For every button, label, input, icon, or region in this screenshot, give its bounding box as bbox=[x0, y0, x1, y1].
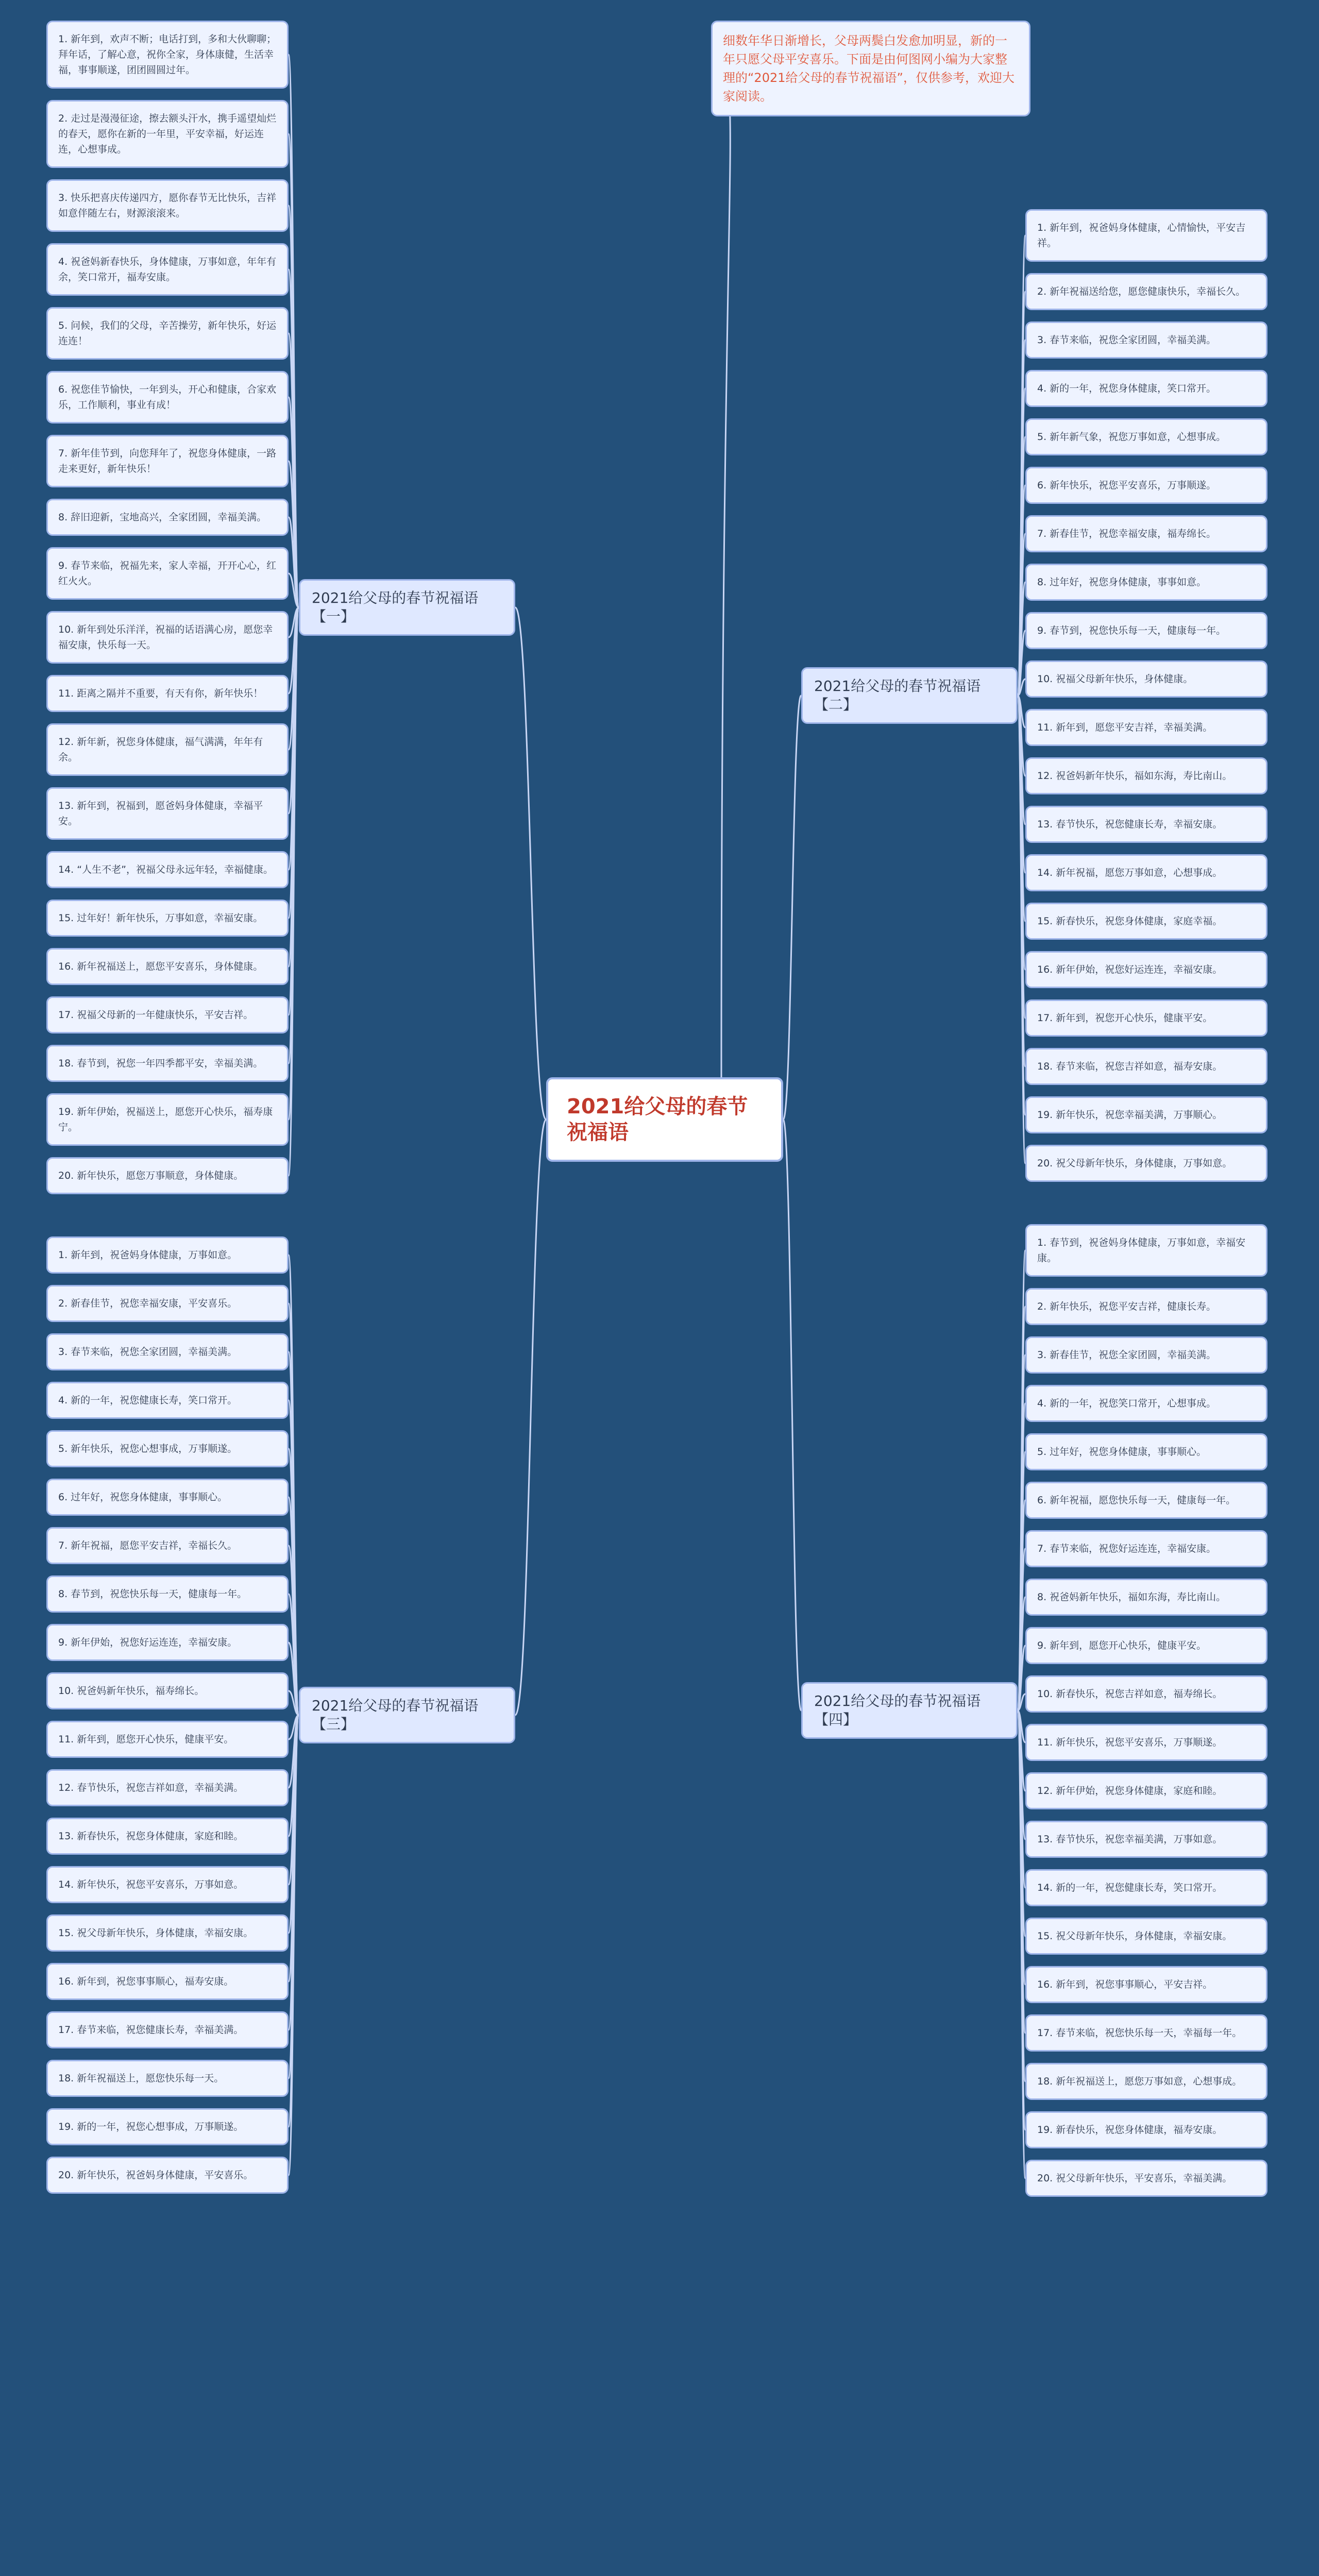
connector-line bbox=[711, 69, 730, 1077]
connector-line bbox=[515, 607, 546, 1120]
leaf-node: 11. 距离之隔并不重要，有天有你，新年快乐！ bbox=[46, 675, 289, 712]
leaf-node: 12. 春节快乐，祝您吉祥如意，幸福美满。 bbox=[46, 1769, 289, 1806]
leaf-node: 5. 问候，我们的父母，辛苦操劳，新年快乐，好运连连！ bbox=[46, 307, 289, 360]
leaf-node: 15. 过年好！新年快乐，万事如意，幸福安康。 bbox=[46, 900, 289, 937]
leaf-node: 17. 祝福父母新的一年健康快乐，平安吉祥。 bbox=[46, 996, 289, 1033]
leaf-node: 10. 祝爸妈新年快乐，福寿绵长。 bbox=[46, 1672, 289, 1709]
leaf-node: 8. 过年好，祝您身体健康，事事如意。 bbox=[1025, 564, 1267, 601]
leaf-node: 18. 春节来临，祝您吉祥如意，福寿安康。 bbox=[1025, 1048, 1267, 1085]
leaf-node: 14. “人生不老”，祝福父母永远年轻，幸福健康。 bbox=[46, 851, 289, 888]
leaf-node: 18. 春节到，祝您一年四季都平安，幸福美满。 bbox=[46, 1045, 289, 1082]
leaf-node: 19. 新的一年，祝您心想事成，万事顺遂。 bbox=[46, 2108, 289, 2145]
leaf-node: 18. 新年祝福送上，愿您万事如意，心想事成。 bbox=[1025, 2063, 1267, 2100]
leaf-node: 5. 过年好，祝您身体健康，事事顺心。 bbox=[1025, 1433, 1267, 1470]
connector-line bbox=[783, 696, 801, 1120]
leaf-node: 16. 新年到，祝您事事顺心，平安吉祥。 bbox=[1025, 1966, 1267, 2003]
leaf-node: 13. 春节快乐，祝您幸福美满，万事如意。 bbox=[1025, 1821, 1267, 1858]
leaf-node: 8. 祝爸妈新年快乐，福如东海，寿比南山。 bbox=[1025, 1579, 1267, 1616]
leaf-node: 10. 祝福父母新年快乐，身体健康。 bbox=[1025, 660, 1267, 698]
leaf-node: 10. 新年到处乐洋洋，祝福的话语满心房，愿您幸福安康，快乐每一天。 bbox=[46, 611, 289, 664]
leaf-node: 13. 春节快乐，祝您健康长寿，幸福安康。 bbox=[1025, 806, 1267, 843]
leaf-node: 16. 新年伊始，祝您好运连连，幸福安康。 bbox=[1025, 951, 1267, 988]
leaf-node: 15. 新春快乐，祝您身体健康，家庭幸福。 bbox=[1025, 903, 1267, 940]
leaf-node: 19. 新年快乐，祝您幸福美满，万事顺心。 bbox=[1025, 1096, 1267, 1133]
leaf-node: 2. 走过是漫漫征途，擦去额头汗水，携手遥望灿烂的春天，愿你在新的一年里，平安幸福，好运连连，心想事成。 bbox=[46, 100, 289, 168]
leaf-node: 7. 新年佳节到，向您拜年了，祝您身体健康，一路走来更好，新年快乐！ bbox=[46, 435, 289, 487]
leaf-node: 1. 新年到，祝爸妈身体健康，心情愉快，平安吉祥。 bbox=[1025, 209, 1267, 262]
leaf-node: 6. 新年祝福，愿您快乐每一天，健康每一年。 bbox=[1025, 1482, 1267, 1519]
intro-node: 细数年华日渐增长，父母两鬓白发愈加明显，新的一年只愿父母平安喜乐。下面是由何图网小编为大家整理的“2021给父母的春节祝福语”，仅供参考，欢迎大家阅读。 bbox=[711, 21, 1030, 116]
leaf-node: 8. 春节到，祝您快乐每一天，健康每一年。 bbox=[46, 1575, 289, 1613]
leaf-node: 18. 新年祝福送上，愿您快乐每一天。 bbox=[46, 2060, 289, 2097]
leaf-node: 20. 祝父母新年快乐，身体健康，万事如意。 bbox=[1025, 1145, 1267, 1182]
root-node: 2021给父母的春节祝福语 bbox=[546, 1077, 783, 1162]
leaf-node: 11. 新年快乐，祝您平安喜乐，万事顺遂。 bbox=[1025, 1724, 1267, 1761]
leaf-node: 20. 新年快乐，祝爸妈身体健康，平安喜乐。 bbox=[46, 2157, 289, 2194]
leaf-node: 7. 春节来临，祝您好运连连，幸福安康。 bbox=[1025, 1530, 1267, 1567]
leaf-node: 12. 新年新，祝您身体健康，福气满满，年年有余。 bbox=[46, 723, 289, 776]
leaf-node: 9. 新年伊始，祝您好运连连，幸福安康。 bbox=[46, 1624, 289, 1661]
leaf-node: 14. 新的一年，祝您健康长寿，笑口常开。 bbox=[1025, 1869, 1267, 1906]
leaf-node: 8. 辞旧迎新，宝地高兴，全家团圆，幸福美满。 bbox=[46, 499, 289, 536]
branch-node: 2021给父母的春节祝福语【一】 bbox=[299, 579, 515, 636]
leaf-node: 15. 祝父母新年快乐，身体健康，幸福安康。 bbox=[1025, 1918, 1267, 1955]
leaf-node: 12. 祝爸妈新年快乐，福如东海，寿比南山。 bbox=[1025, 757, 1267, 794]
leaf-node: 11. 新年到，愿您开心快乐，健康平安。 bbox=[46, 1721, 289, 1758]
leaf-node: 17. 春节来临，祝您健康长寿，幸福美满。 bbox=[46, 2011, 289, 2048]
leaf-node: 12. 新年伊始，祝您身体健康，家庭和睦。 bbox=[1025, 1772, 1267, 1809]
leaf-node: 16. 新年到，祝您事事顺心，福寿安康。 bbox=[46, 1963, 289, 2000]
leaf-node: 2. 新春佳节，祝您幸福安康，平安喜乐。 bbox=[46, 1285, 289, 1322]
leaf-node: 3. 春节来临，祝您全家团圆，幸福美满。 bbox=[1025, 321, 1267, 359]
leaf-node: 5. 新年新气象，祝您万事如意，心想事成。 bbox=[1025, 418, 1267, 455]
leaf-node: 4. 新的一年，祝您健康长寿，笑口常开。 bbox=[46, 1382, 289, 1419]
leaf-node: 13. 新春快乐，祝您身体健康，家庭和睦。 bbox=[46, 1818, 289, 1855]
leaf-node: 6. 祝您佳节愉快，一年到头，开心和健康，合家欢乐，工作顺利，事业有成！ bbox=[46, 371, 289, 423]
leaf-node: 4. 新的一年，祝您笑口常开，心想事成。 bbox=[1025, 1385, 1267, 1422]
leaf-node: 2. 新年快乐，祝您平安吉祥，健康长寿。 bbox=[1025, 1288, 1267, 1325]
leaf-node: 9. 新年到，愿您开心快乐，健康平安。 bbox=[1025, 1627, 1267, 1664]
leaf-node: 1. 春节到，祝爸妈身体健康，万事如意，幸福安康。 bbox=[1025, 1224, 1267, 1277]
leaf-node: 20. 新年快乐，愿您万事顺意，身体健康。 bbox=[46, 1157, 289, 1194]
leaf-node: 14. 新年祝福，愿您万事如意，心想事成。 bbox=[1025, 854, 1267, 891]
leaf-node: 3. 春节来临，祝您全家团圆，幸福美满。 bbox=[46, 1333, 289, 1370]
leaf-node: 15. 祝父母新年快乐，身体健康，幸福安康。 bbox=[46, 1914, 289, 1952]
leaf-node: 13. 新年到，祝福到，愿爸妈身体健康，幸福平安。 bbox=[46, 787, 289, 840]
leaf-node: 3. 快乐把喜庆传递四方，愿你春节无比快乐，吉祥如意伴随左右，财源滚滚来。 bbox=[46, 179, 289, 232]
branch-node: 2021给父母的春节祝福语【三】 bbox=[299, 1687, 515, 1743]
leaf-node: 19. 新春快乐，祝您身体健康，福寿安康。 bbox=[1025, 2111, 1267, 2148]
leaf-node: 16. 新年祝福送上，愿您平安喜乐，身体健康。 bbox=[46, 948, 289, 985]
leaf-node: 2. 新年祝福送给您，愿您健康快乐，幸福长久。 bbox=[1025, 273, 1267, 310]
leaf-node: 14. 新年快乐，祝您平安喜乐，万事如意。 bbox=[46, 1866, 289, 1903]
leaf-node: 7. 新年祝福，愿您平安吉祥，幸福长久。 bbox=[46, 1527, 289, 1564]
leaf-node: 1. 新年到，欢声不断；电话打到，多和大伙聊聊；拜年话，了解心意，祝你全家，身体康健，生活幸福，事事顺遂，团团圆圆过年。 bbox=[46, 21, 289, 89]
leaf-node: 11. 新年到，愿您平安吉祥，幸福美满。 bbox=[1025, 709, 1267, 746]
leaf-node: 17. 新年到，祝您开心快乐，健康平安。 bbox=[1025, 999, 1267, 1037]
leaf-node: 17. 春节来临，祝您快乐每一天，幸福每一年。 bbox=[1025, 2014, 1267, 2052]
leaf-node: 4. 祝爸妈新春快乐，身体健康，万事如意，年年有余，笑口常开，福寿安康。 bbox=[46, 243, 289, 296]
leaf-node: 7. 新春佳节，祝您幸福安康，福寿绵长。 bbox=[1025, 515, 1267, 552]
leaf-node: 6. 新年快乐，祝您平安喜乐，万事顺遂。 bbox=[1025, 467, 1267, 504]
leaf-node: 6. 过年好，祝您身体健康，事事顺心。 bbox=[46, 1479, 289, 1516]
leaf-node: 9. 春节来临，祝福先来，家人幸福，开开心心，红红火火。 bbox=[46, 547, 289, 600]
leaf-node: 20. 祝父母新年快乐，平安喜乐，幸福美满。 bbox=[1025, 2160, 1267, 2197]
branch-node: 2021给父母的春节祝福语【四】 bbox=[801, 1682, 1018, 1739]
branch-node: 2021给父母的春节祝福语【二】 bbox=[801, 667, 1018, 724]
leaf-node: 5. 新年快乐，祝您心想事成，万事顺遂。 bbox=[46, 1430, 289, 1467]
connector-line bbox=[783, 1120, 801, 1710]
leaf-node: 19. 新年伊始，祝福送上，愿您开心快乐，福寿康宁。 bbox=[46, 1093, 289, 1146]
leaf-node: 10. 新春快乐，祝您吉祥如意，福寿绵长。 bbox=[1025, 1675, 1267, 1713]
connector-line bbox=[515, 1120, 546, 1715]
leaf-node: 1. 新年到，祝爸妈身体健康，万事如意。 bbox=[46, 1236, 289, 1274]
leaf-node: 9. 春节到，祝您快乐每一天，健康每一年。 bbox=[1025, 612, 1267, 649]
leaf-node: 4. 新的一年，祝您身体健康，笑口常开。 bbox=[1025, 370, 1267, 407]
leaf-node: 3. 新春佳节，祝您全家团圆，幸福美满。 bbox=[1025, 1336, 1267, 1374]
